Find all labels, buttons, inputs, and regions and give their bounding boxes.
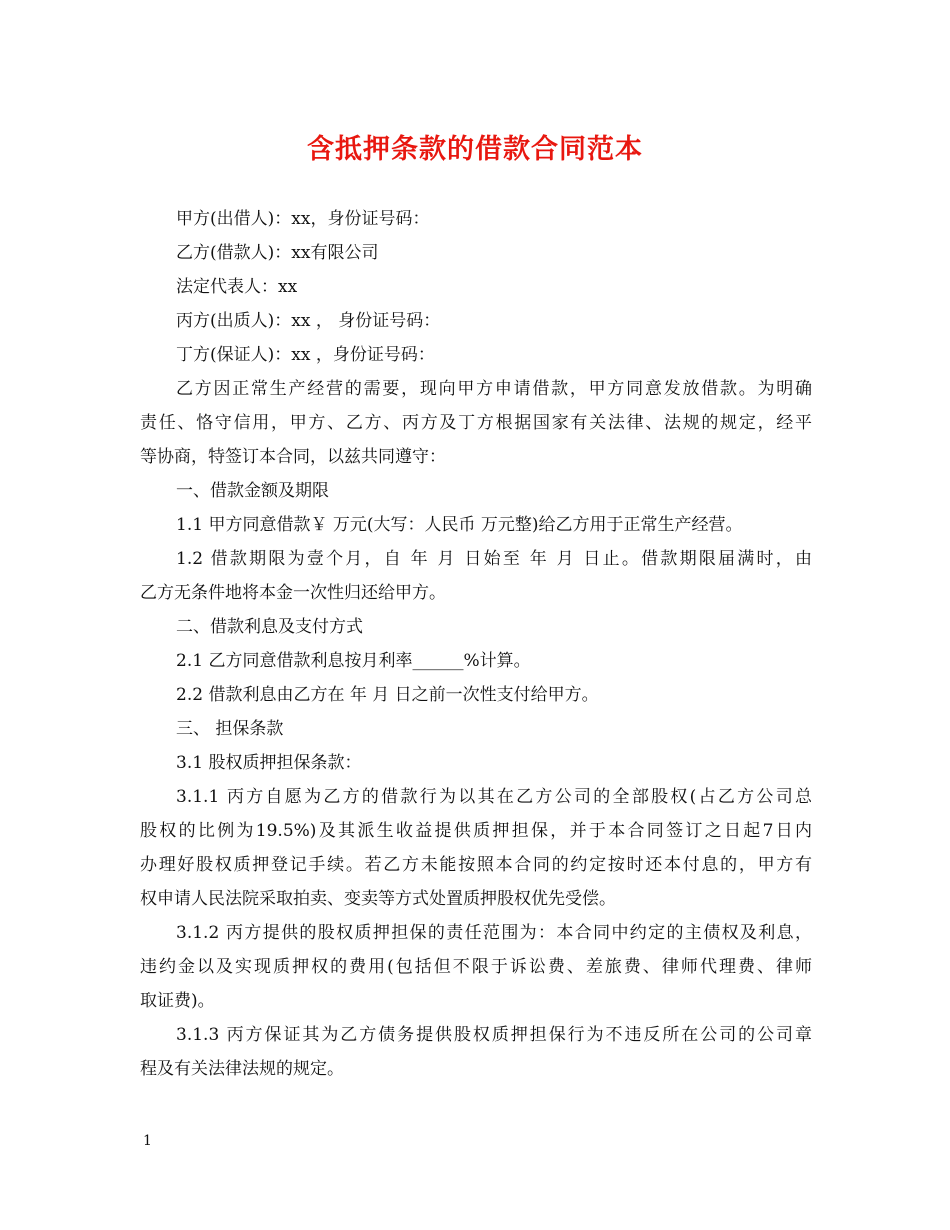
clause-3-1-3-line-1: 3.1.3 丙方保证其为乙方债务提供股权质押担保行为不违反所在公司的公司章 bbox=[176, 1025, 812, 1045]
clause-3-1-1-line-3: 办理好股权质押登记手续。若乙方未能按照本合同的约定按时还本付息的，甲方有 bbox=[140, 855, 812, 875]
clause-1-2-line-2: 乙方无条件地将本金一次性归还给甲方。 bbox=[140, 583, 446, 603]
clause-3-1-1-line-2: 股权的比例为19.5%)及其派生收益提供质押担保，并于本合同签订之日起7日内 bbox=[140, 821, 812, 841]
clause-2-1: 2.1 乙方同意借款利息按月利率______%计算。 bbox=[176, 651, 531, 671]
clause-3-1-1-line-1: 3.1.1 丙方自愿为乙方的借款行为以其在乙方公司的全部股权(占乙方公司总 bbox=[176, 787, 812, 807]
section-heading-1: 一、借款金额及期限 bbox=[176, 481, 329, 501]
document-title: 含抵押条款的借款合同范本 bbox=[307, 134, 643, 165]
clause-3-1: 3.1 股权质押担保条款： bbox=[176, 753, 362, 773]
clause-3-1-1-line-4: 权申请人民法院采取拍卖、变卖等方式处置质押股权优先受偿。 bbox=[140, 889, 616, 909]
clause-3-1-2-line-3: 取证费)。 bbox=[140, 991, 215, 1011]
clause-3-1-2-line-2: 违约金以及实现质押权的费用(包括但不限于诉讼费、差旅费、律师代理费、律师 bbox=[140, 957, 812, 977]
page-number: 1 bbox=[143, 1133, 152, 1149]
section-heading-3: 三、 担保条款 bbox=[176, 719, 284, 739]
party-a-line: 甲方(出借人)：xx，身份证号码： bbox=[176, 209, 430, 229]
clause-1-2-line-1: 1.2 借款期限为壹个月，自 年 月 日始至 年 月 日止。借款期限届满时，由 bbox=[176, 549, 812, 569]
preamble-line-3: 等协商，特签订本合同，以兹共同遵守： bbox=[140, 447, 446, 467]
clause-3-1-2-line-1: 3.1.2 丙方提供的股权质押担保的责任范围为：本合同中约定的主债权及利息， bbox=[176, 923, 812, 943]
preamble-line-1: 乙方因正常生产经营的需要，现向甲方申请借款，甲方同意发放借款。为明确 bbox=[176, 379, 812, 399]
document-body bbox=[140, 202, 812, 1086]
preamble-line-2: 责任、恪守信用，甲方、乙方、丙方及丁方根据国家有关法律、法规的规定，经平 bbox=[140, 413, 812, 433]
clause-2-2: 2.2 借款利息由乙方在 年 月 日之前一次性支付给甲方。 bbox=[176, 685, 599, 705]
clause-3-1-3-line-2: 程及有关法律法规的规定。 bbox=[140, 1059, 344, 1079]
clause-1-1: 1.1 甲方同意借款￥ 万元(大写：人民币 万元整)给乙方用于正常生产经营。 bbox=[176, 515, 743, 535]
legal-representative-line: 法定代表人：xx bbox=[176, 277, 298, 297]
party-d-line: 丁方(保证人)：xx ，身份证号码： bbox=[176, 345, 435, 365]
party-b-line: 乙方(借款人)：xx有限公司 bbox=[176, 243, 379, 263]
party-c-line: 丙方(出质人)：xx ， 身份证号码： bbox=[176, 311, 441, 331]
section-heading-2: 二、借款利息及支付方式 bbox=[176, 617, 363, 637]
